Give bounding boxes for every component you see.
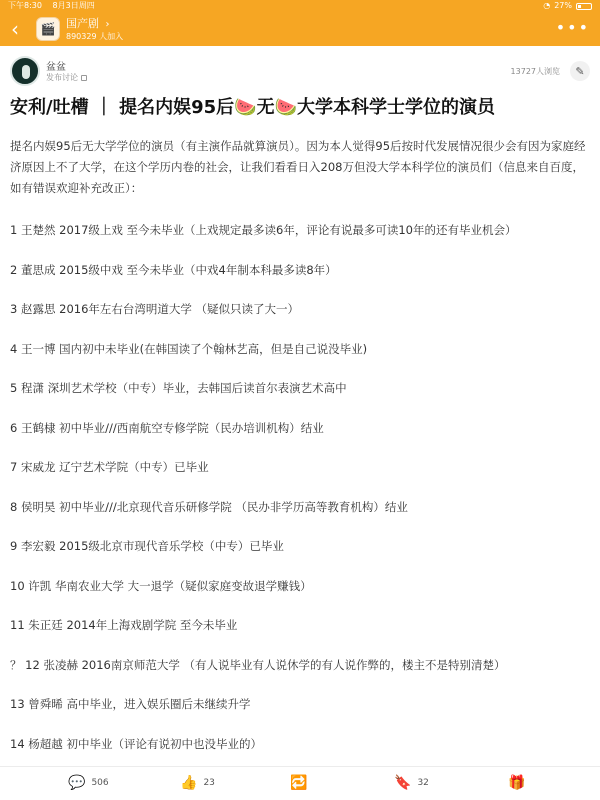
list-item: 9 李宏毅 2015级北京市现代音乐学校（中专）已毕业 [10, 539, 284, 553]
list-item: 5 程潇 深圳艺术学校（中专）毕业，去韩国后读首尔表演艺术高中 [10, 381, 347, 395]
collect-button[interactable] [394, 775, 429, 791]
repost-icon: 🔁 [290, 775, 308, 791]
post-type-label: 发布讨论 [46, 73, 78, 82]
status-bar [0, 0, 600, 12]
author-row [10, 56, 590, 86]
gift-icon: 🎁 [508, 775, 526, 791]
list-item: 14 杨超越 初中毕业（评论有说初中也没毕业的） [10, 736, 262, 751]
bookmark-icon: 🔖 [394, 775, 412, 791]
list-item: 7 宋威龙 辽宁艺术学院（中专）已毕业 [10, 460, 209, 474]
pencil-icon: ✎ [575, 64, 585, 78]
group-name: 国产剧 [66, 16, 99, 30]
more-button[interactable]: ••• [555, 18, 590, 37]
list-item: 13 曾舜晞 高中毕业，进入娱乐圈后未继续升学 [10, 697, 251, 711]
list-item: 3 赵露思 2016年左右台湾明道大学 （疑似只读了大一） [10, 302, 300, 316]
chevron-left-icon: ‹ [11, 17, 19, 41]
group-info[interactable] [66, 17, 123, 42]
author-subtitle [46, 72, 87, 83]
battery-percent: 27% [554, 1, 572, 10]
post-title: 安利/吐槽 ｜ 提名内娱95后🍉无🍉大学本科学士学位的演员 [10, 97, 495, 118]
list-item: 10 许凯 华南农业大学 大一退学（疑似家庭变故退学赚钱） [10, 578, 312, 593]
comment-icon: 💬 [68, 775, 86, 791]
view-count: 13727人浏览 [510, 67, 560, 76]
comment-count: 506 [91, 778, 109, 788]
group-avatar[interactable]: 🎬 [36, 17, 60, 41]
status-time: 下午8:30 [8, 1, 42, 10]
post-intro: 提名内娱95后无大学学位的演员（有主演作品就算演员）。因为本人觉得95后按时代发展情况很少会有因为家庭经济原因上不了大学，在这个学历内卷的社会，让我们看看日入208万但没大学本科学位的演员们（信息来自百度，如有错误欢迎补充改正）： [10, 139, 586, 195]
gift-button[interactable] [508, 775, 531, 791]
lock-icon [81, 75, 87, 81]
status-date: 8月3日周四 [52, 1, 95, 10]
list-item: 2 董思成 2015级中戏 至今未毕业（中戏4年制本科最多读8年） [10, 262, 337, 277]
thumbs-up-icon: 👍 [180, 775, 198, 791]
top-header [0, 0, 600, 46]
chevron-right-icon: › [105, 18, 110, 30]
like-button[interactable] [180, 775, 215, 791]
edit-button[interactable] [570, 61, 590, 81]
bottom-action-bar [0, 766, 600, 800]
collect-count: 32 [417, 778, 429, 788]
like-count: 23 [203, 778, 215, 788]
list-item: ？ 12 张凌赫 2016南京师范大学 （有人说毕业有人说休学的有人说作弊的，楼主不是特别清楚） [10, 657, 506, 672]
author-name[interactable]: 盆盆 [46, 62, 66, 73]
wifi-icon: ◔ [543, 1, 551, 10]
list-item: 8 侯明昊 初中毕业///北京现代音乐研修学院 （民办非学历高等教育机构）结业 [10, 499, 408, 514]
list-item: 1 王楚然 2017级上戏 至今未毕业（上戏规定最多读6年，评论有说最多可读10年的还有毕业机会） [10, 223, 517, 237]
nav-bar [0, 12, 600, 46]
group-member-count: 890329 人加入 [66, 31, 124, 41]
list-item: 4 王一博 国内初中未毕业(在韩国读了个翰林艺高，但是自己说没毕业) [10, 341, 368, 356]
post-list [10, 220, 590, 773]
list-item: 11 朱正廷 2014年上海戏剧学院 至今未毕业 [10, 618, 238, 632]
comment-button[interactable] [68, 775, 109, 791]
back-button[interactable] [0, 12, 30, 46]
battery-icon [576, 3, 592, 10]
list-item: 6 王鹤棣 初中毕业///西南航空专修学院（民办培训机构）结业 [10, 420, 324, 435]
avatar[interactable] [10, 56, 40, 86]
repost-button[interactable] [290, 775, 313, 791]
